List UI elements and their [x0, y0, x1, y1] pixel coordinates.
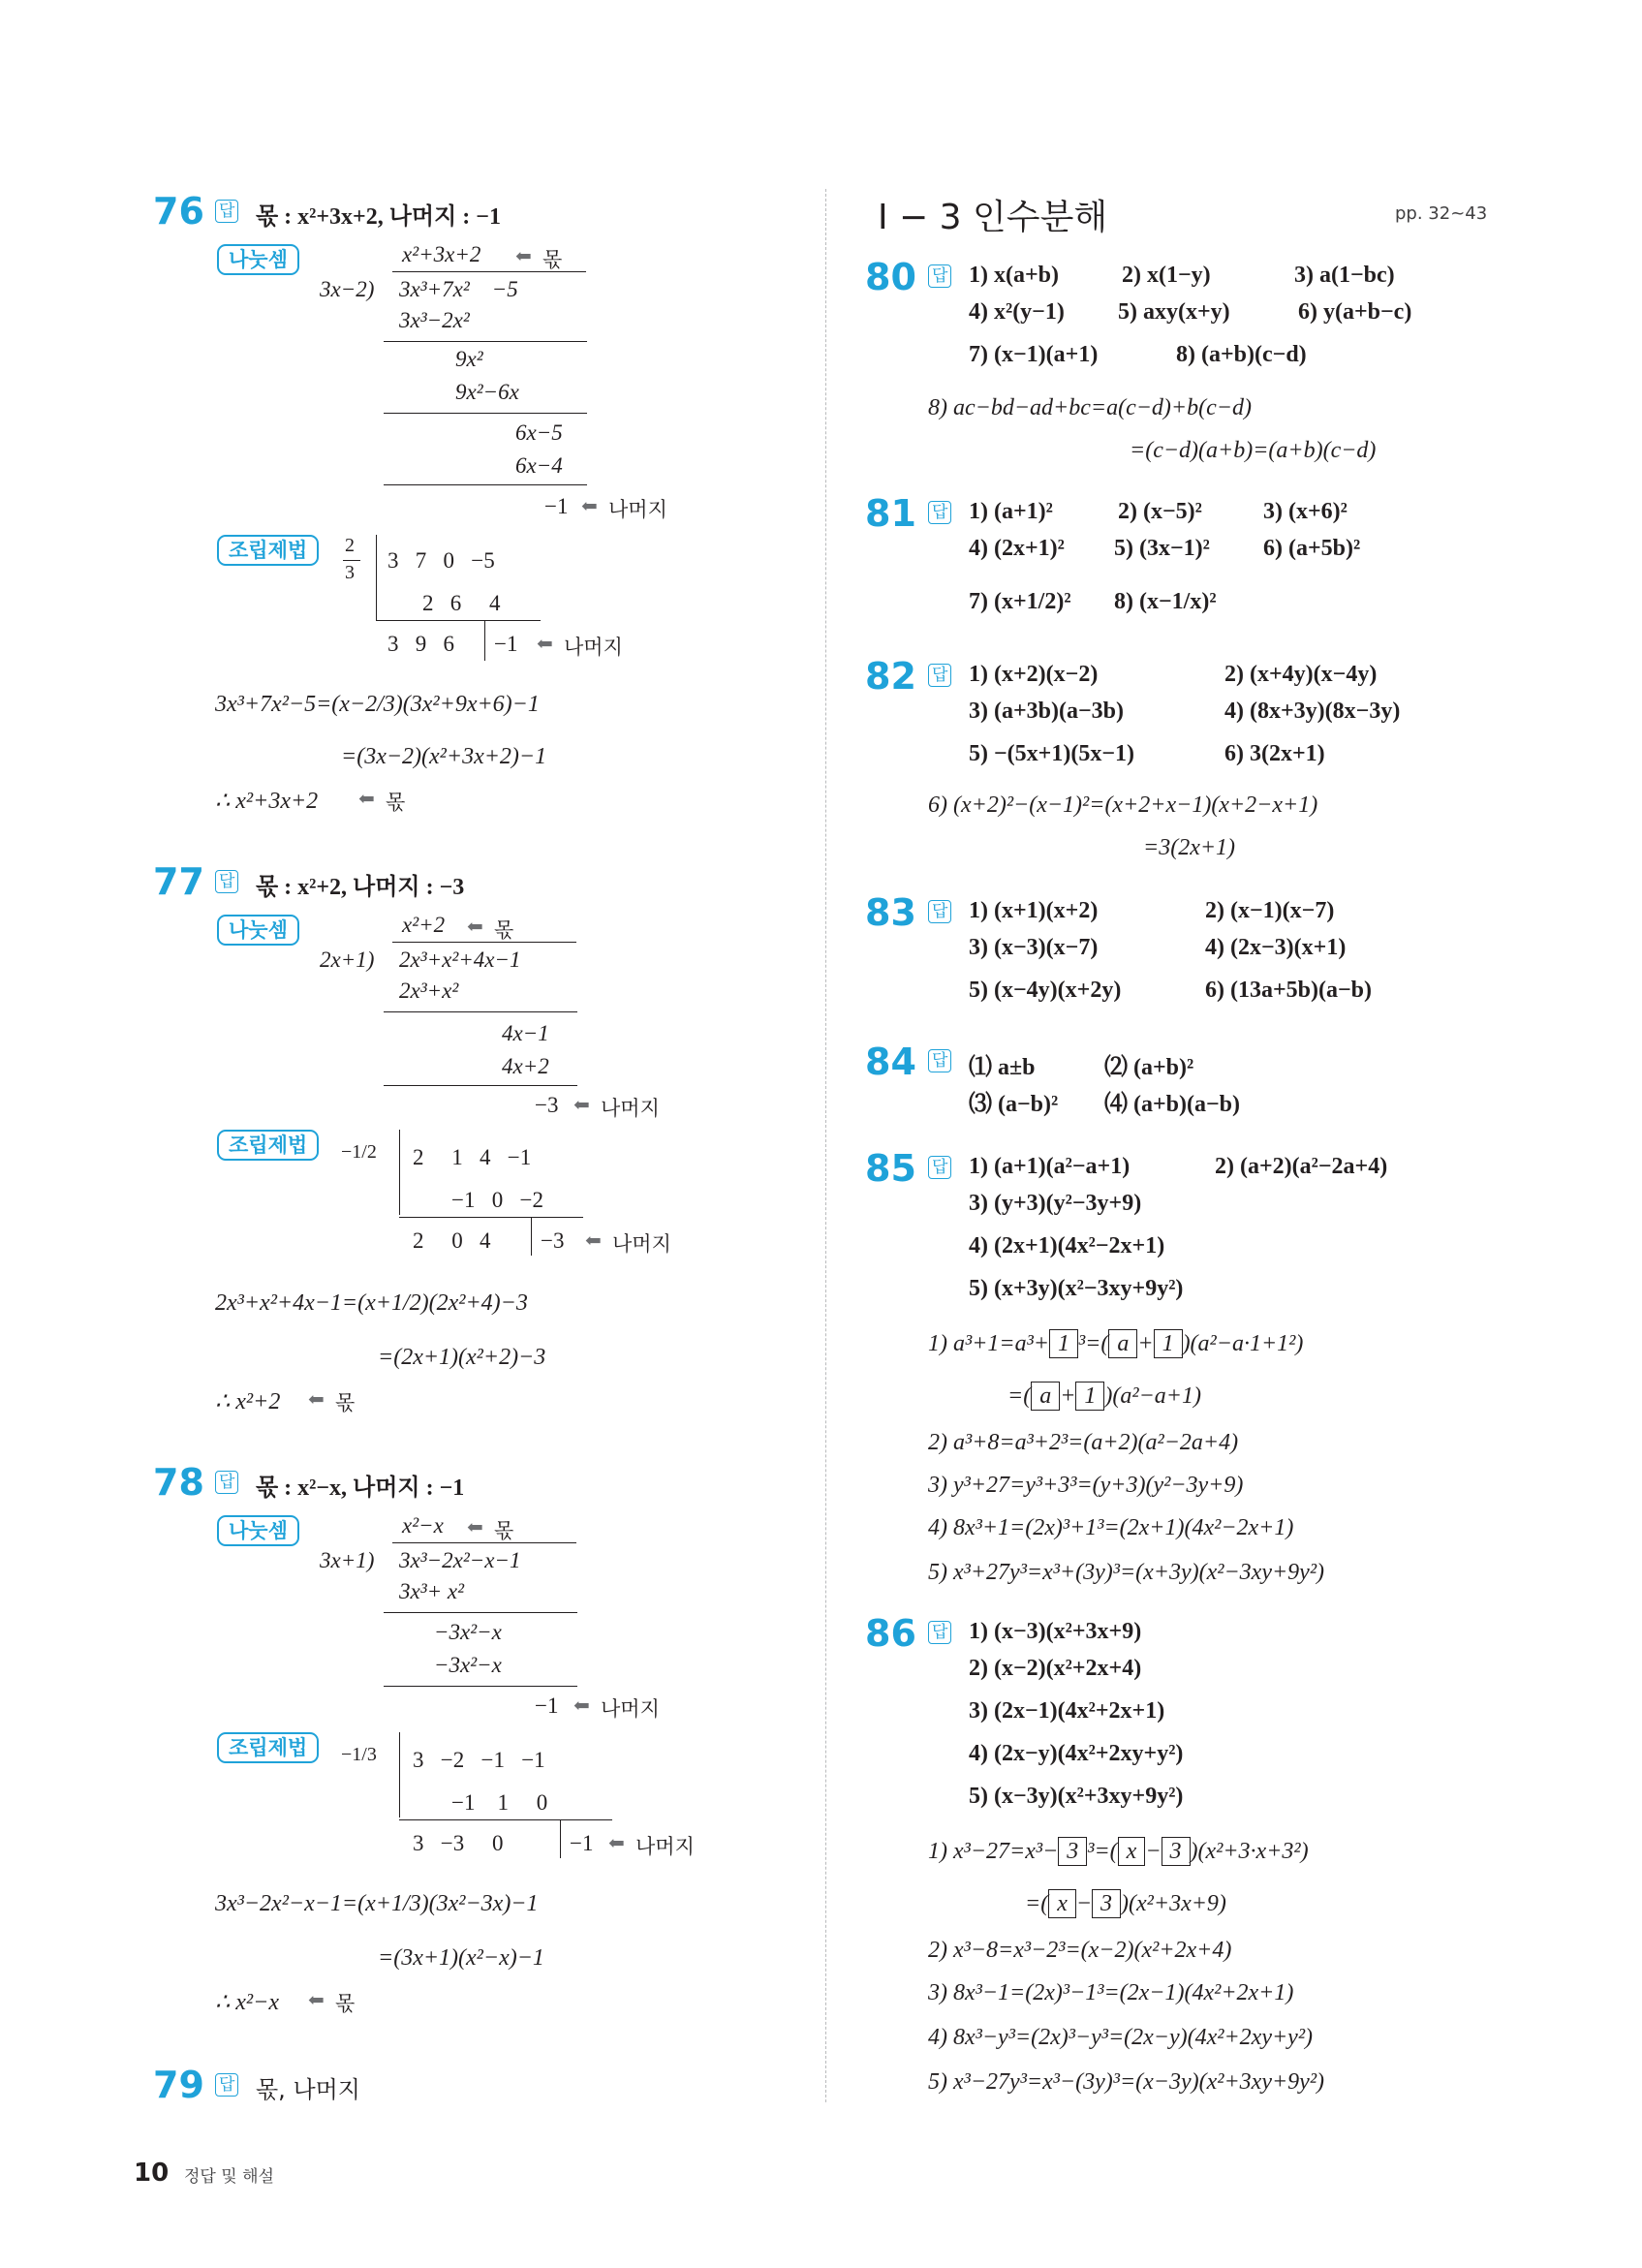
synthetic-row: 3 7 0 −5: [387, 548, 495, 573]
problem-number-85: 85: [865, 1147, 916, 1190]
answer-item: 7) (x−1)(a+1): [969, 342, 1099, 367]
problem-number-80: 80: [865, 256, 916, 298]
synthetic-bar: [399, 1732, 400, 1818]
remainder-label: 나머지: [601, 1697, 660, 1721]
answer-item: 4) (2x−y)(4x²+2xy+y²): [969, 1741, 1184, 1766]
blank-box: 1: [1075, 1382, 1104, 1411]
synthetic-line: [399, 1217, 583, 1218]
remainder-box: [560, 1819, 561, 1858]
answer-mark: 답: [928, 1156, 951, 1179]
blank-box: a: [1108, 1329, 1137, 1358]
answer-item: 6) y(a+b−c): [1298, 299, 1412, 325]
arrow-icon: ⬅: [585, 1228, 602, 1252]
explanation-line: =( x − 3 )(x²+3x+9): [1025, 1891, 1226, 1916]
page-number: 10: [134, 2159, 170, 2188]
problem-number-78: 78: [153, 1461, 204, 1504]
answer-item: 8) (x−1/x)²: [1114, 589, 1217, 614]
division-step: 6x−5: [515, 420, 563, 445]
synthetic-remainder: −3: [541, 1228, 565, 1253]
answer-item: 5) (x−4y)(x+2y): [969, 978, 1122, 1003]
arrow-icon: ⬅: [358, 787, 375, 810]
problem-number-81: 81: [865, 492, 916, 535]
syn-root-denominator: 3: [345, 562, 355, 583]
quotient-label: 몫: [494, 1519, 514, 1542]
explanation-line: 3x³−2x²−x−1=(x+1/3)(3x²−3x)−1: [215, 1891, 539, 1916]
explanation-line: =(c−d)(a+b)=(a+b)(c−d): [1130, 438, 1377, 463]
answer-item: 5) −(5x+1)(5x−1): [969, 741, 1134, 766]
answer-item: 4) (2x−3)(x+1): [1205, 935, 1347, 960]
synthetic-row: −1 0 −2: [451, 1188, 543, 1212]
explanation-line: =(3x+1)(x²−x)−1: [378, 1945, 544, 1971]
division-tag: 나눗셈: [217, 915, 299, 946]
synthetic-row: 3 9 6: [387, 632, 454, 656]
explanation-line: 2) x³−8=x³−2³=(x−2)(x²+2x+4): [928, 1938, 1232, 1963]
division-bar: [392, 942, 576, 943]
arrow-icon: ⬅: [308, 1988, 325, 2011]
synthetic-row: −1 1 0: [451, 1790, 548, 1815]
dividend: 3x³+7x² −5: [399, 277, 518, 301]
division-step: 3x³−2x²: [399, 308, 470, 332]
division-line: [384, 1612, 577, 1613]
arrow-icon: ⬅: [515, 244, 532, 267]
answer-item: 4) (8x+3y)(8x−3y): [1224, 699, 1401, 724]
division-step: 4x+2: [502, 1054, 549, 1078]
problem-number-83: 83: [865, 891, 916, 934]
answer-item: ⑵ (a+b)²: [1104, 1055, 1194, 1080]
explanation-line: ∴ x²+3x+2: [215, 789, 319, 814]
answer-item: 2) (x−1)(x−7): [1205, 898, 1335, 923]
answer-item: 2) (a+2)(a²−2a+4): [1215, 1154, 1388, 1179]
answer-mark: 답: [928, 264, 951, 288]
problem-number-77: 77: [153, 860, 204, 903]
answer-mark: 답: [215, 870, 238, 893]
answer-mark: 답: [928, 1621, 951, 1644]
answer-item: 5) (3x−1)²: [1114, 536, 1210, 561]
answer-item: 3) (a+3b)(a−3b): [969, 699, 1125, 724]
division-line: [384, 1085, 577, 1086]
synthetic-remainder: −1: [494, 632, 518, 656]
answer-mark: 답: [928, 1049, 951, 1072]
answer-mark: 답: [215, 1471, 238, 1494]
syn-root-numerator: 2: [345, 535, 355, 556]
division-tag: 나눗셈: [217, 244, 299, 275]
answer-item: 3) (x+6)²: [1263, 499, 1348, 524]
blank-box: x: [1048, 1889, 1076, 1918]
problem-number-86: 86: [865, 1612, 916, 1655]
answer-mark: 답: [928, 664, 951, 687]
division-line: [384, 484, 587, 485]
blank-box: x: [1118, 1837, 1146, 1866]
synthetic-tag: 조립제법: [217, 1130, 319, 1161]
footer-title: 정답 및 해설: [184, 2167, 274, 2187]
remainder-label: 나머지: [635, 1835, 695, 1858]
answer-item: 2) (x−2)(x²+2x+4): [969, 1656, 1142, 1681]
blank-box: 3: [1162, 1837, 1191, 1866]
answer-76: 몫 : x²+3x+2, 나머지 : −1: [256, 204, 501, 230]
answer-item: 6) (a+5b)²: [1263, 536, 1361, 561]
explanation-line: =( a + 1 )(a²−a+1): [1007, 1383, 1201, 1409]
explanation-line: 3x³+7x²−5=(x−2/3)(3x²+9x+6)−1: [215, 692, 540, 717]
explanation-line: 8) ac−bd−ad+bc=a(c−d)+b(c−d): [928, 395, 1252, 420]
answer-item: 6) 3(2x+1): [1224, 741, 1325, 766]
answer-item: 1) x(a+b): [969, 263, 1059, 288]
quotient-label: 몫: [386, 791, 406, 814]
syn-root: −1/2: [341, 1141, 377, 1163]
remainder-label: 나머지: [608, 498, 667, 521]
explanation-line: 4) 8x³−y³=(2x)³−y³=(2x−y)(4x²+2xy+y²): [928, 2025, 1314, 2050]
problem-number-76: 76: [153, 190, 204, 233]
answer-item: 7) (x+1/2)²: [969, 589, 1071, 614]
quotient-label: 몫: [494, 918, 514, 942]
answer-77: 몫 : x²+2, 나머지 : −3: [256, 875, 465, 900]
answer-mark: 답: [215, 2073, 238, 2097]
division-line: [384, 413, 587, 414]
division-step: 4x−1: [502, 1021, 549, 1045]
explanation-line: 2x³+x²+4x−1=(x+1/2)(2x²+4)−3: [215, 1290, 528, 1316]
answer-item: 4) x²(y−1): [969, 299, 1065, 325]
division-remainder: −3: [535, 1093, 559, 1117]
explanation-line: 1) x³−27=x³− 3 ³=( x − 3 )(x²+3·x+3²): [928, 1839, 1309, 1864]
explanation-line: 4) 8x³+1=(2x)³+1³=(2x+1)(4x²−2x+1): [928, 1515, 1294, 1540]
arrow-icon: ⬅: [537, 632, 553, 655]
explanation-line: ∴ x²−x: [215, 1990, 279, 2015]
answer-item: 6) (13a+5b)(a−b): [1205, 978, 1373, 1003]
division-quotient: x²−x: [402, 1513, 444, 1538]
explanation-line: ∴ x²+2: [215, 1389, 281, 1414]
quotient-label: 몫: [335, 1992, 356, 2015]
explanation-line: 1) a³+1=a³+ 1 ³=( a + 1 )(a²−a·1+1²): [928, 1331, 1304, 1356]
answer-mark: 답: [928, 900, 951, 923]
fraction-bar: [343, 560, 360, 561]
synthetic-row: 3 −2 −1 −1: [413, 1748, 545, 1772]
synthetic-row: 3 −3 0: [413, 1831, 504, 1855]
explanation-line: 3) 8x³−1=(2x)³−1³=(2x−1)(4x²+2x+1): [928, 1980, 1294, 2005]
remainder-label: 나머지: [612, 1232, 671, 1256]
problem-number-79: 79: [153, 2064, 204, 2106]
blank-box: 3: [1058, 1837, 1087, 1866]
remainder-label: 나머지: [601, 1097, 660, 1120]
section-title: Ⅰ − 3 인수분해: [878, 198, 1108, 237]
arrow-icon: ⬅: [608, 1831, 625, 1854]
answer-item: 1) (x+2)(x−2): [969, 662, 1099, 687]
answer-item: 4) (2x+1)(4x²−2x+1): [969, 1233, 1165, 1258]
explanation-line: =3(2x+1): [1143, 835, 1236, 860]
answer-item: 2) (x+4y)(x−4y): [1224, 662, 1378, 687]
division-tag: 나눗셈: [217, 1515, 299, 1546]
division-quotient: x²+2: [402, 913, 446, 937]
synthetic-remainder: −1: [570, 1831, 594, 1855]
synthetic-row: 2 6 4: [422, 591, 501, 615]
divisor: 2x+1): [320, 948, 375, 972]
syn-root: −1/3: [341, 1744, 377, 1765]
division-step: −3x²−x: [434, 1620, 502, 1644]
answer-item: 4) (2x+1)²: [969, 536, 1065, 561]
blank-box: a: [1031, 1382, 1060, 1411]
division-step: 3x³+ x²: [399, 1579, 464, 1603]
answer-mark: 답: [215, 200, 238, 223]
arrow-icon: ⬅: [581, 494, 598, 517]
answer-item: ⑷ (a+b)(a−b): [1104, 1092, 1241, 1117]
dividend: 3x³−2x²−x−1: [399, 1548, 521, 1572]
division-quotient: x²+3x+2: [402, 242, 481, 266]
remainder-box: [484, 620, 485, 661]
answer-item: 3) (y+3)(y²−3y+9): [969, 1191, 1142, 1216]
explanation-line: 2) a³+8=a³+2³=(a+2)(a²−2a+4): [928, 1430, 1239, 1455]
division-step: 6x−4: [515, 453, 563, 478]
division-step: 2x³+x²: [399, 979, 459, 1003]
column-divider: [825, 189, 826, 2102]
answer-item: 2) (x−5)²: [1118, 499, 1202, 524]
answer-item: 8) (a+b)(c−d): [1176, 342, 1307, 367]
section-pages: pp. 32~43: [1395, 203, 1488, 224]
answer-item: ⑶ (a−b)²: [969, 1092, 1059, 1117]
answer-item: 1) (a+1)(a²−a+1): [969, 1154, 1131, 1179]
division-step: −3x²−x: [434, 1653, 502, 1677]
explanation-line: 3) y³+27=y³+3³=(y+3)(y²−3y+9): [928, 1473, 1244, 1498]
answer-item: 2) x(1−y): [1122, 263, 1211, 288]
explanation-line: =(3x−2)(x²+3x+2)−1: [341, 744, 547, 769]
answer-mark: 답: [928, 501, 951, 524]
division-step: 9x²: [455, 347, 483, 371]
answer-item: 1) (x−3)(x²+3x+9): [969, 1619, 1142, 1644]
synthetic-line: [399, 1819, 612, 1820]
answer-item: ⑴ a±b: [969, 1055, 1036, 1080]
blank-box: 3: [1092, 1889, 1121, 1918]
answer-item: 1) (x+1)(x+2): [969, 898, 1099, 923]
synthetic-bar: [399, 1130, 400, 1215]
synthetic-bar: [376, 535, 377, 620]
answer-item: 3) a(1−bc): [1294, 263, 1395, 288]
arrow-icon: ⬅: [467, 915, 483, 938]
answer-79: 몫, 나머지: [256, 2076, 360, 2103]
divisor: 3x−2): [320, 277, 375, 301]
answer-item: 5) (x−3y)(x²+3xy+9y²): [969, 1784, 1184, 1809]
problem-number-82: 82: [865, 655, 916, 698]
division-remainder: −1: [535, 1693, 559, 1718]
division-bar: [392, 271, 586, 272]
division-line: [384, 341, 587, 342]
division-remainder: −1: [544, 494, 569, 518]
explanation-line: 6) (x+2)²−(x−1)²=(x+2+x−1)(x+2−x+1): [928, 792, 1318, 818]
division-bar: [392, 1542, 576, 1543]
explanation-line: 5) x³+27y³=x³+(3y)³=(x+3y)(x²−3xy+9y²): [928, 1560, 1325, 1585]
division-step: 9x²−6x: [455, 380, 519, 404]
explanation-line: =(2x+1)(x²+2)−3: [378, 1345, 546, 1370]
answer-item: 3) (x−3)(x−7): [969, 935, 1099, 960]
division-line: [384, 1011, 577, 1012]
synthetic-row: 2 1 4 −1: [413, 1145, 532, 1169]
explanation-line: 5) x³−27y³=x³−(3y)³=(x−3y)(x²+3xy+9y²): [928, 2069, 1325, 2095]
quotient-label: 몫: [335, 1391, 356, 1414]
blank-box: 1: [1154, 1329, 1183, 1358]
dividend: 2x³+x²+4x−1: [399, 948, 521, 972]
divisor: 3x+1): [320, 1548, 375, 1572]
synthetic-row: 2 0 4: [413, 1228, 491, 1253]
arrow-icon: ⬅: [573, 1093, 590, 1116]
answer-item: 1) (a+1)²: [969, 499, 1053, 524]
synthetic-line: [376, 620, 541, 621]
blank-box: 1: [1049, 1329, 1078, 1358]
synthetic-tag: 조립제법: [217, 1732, 319, 1763]
arrow-icon: ⬅: [467, 1515, 483, 1538]
division-line: [384, 1686, 577, 1687]
answer-78: 몫 : x²−x, 나머지 : −1: [256, 1476, 465, 1501]
arrow-icon: ⬅: [308, 1387, 325, 1411]
remainder-box: [531, 1217, 532, 1256]
quotient-label: 몫: [542, 248, 563, 271]
problem-number-84: 84: [865, 1041, 916, 1083]
answer-item: 5) axy(x+y): [1118, 299, 1230, 325]
answer-item: 5) (x+3y)(x²−3xy+9y²): [969, 1276, 1184, 1301]
answer-item: 3) (2x−1)(4x²+2x+1): [969, 1698, 1165, 1724]
synthetic-tag: 조립제법: [217, 535, 319, 566]
remainder-label: 나머지: [564, 636, 623, 659]
arrow-icon: ⬅: [573, 1693, 590, 1717]
